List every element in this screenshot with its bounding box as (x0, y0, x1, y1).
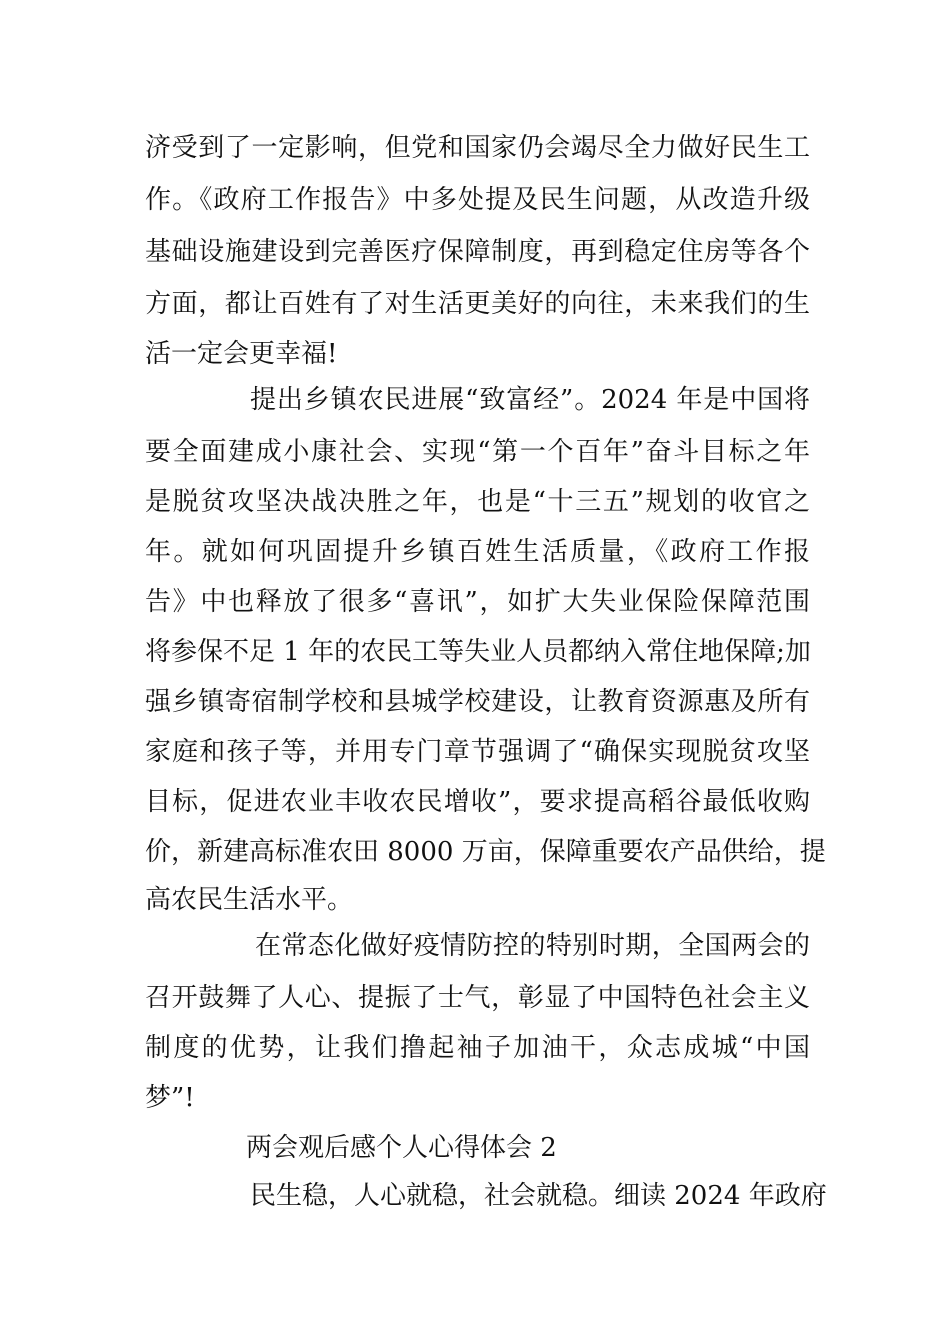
paragraph-line: 召开鼓舞了人心、提振了士气，彰显了中国特色社会主义 (145, 983, 810, 1013)
paragraph-line: 家庭和孩子等，并用专门章节强调了“确保实现脱贫攻坚 (145, 737, 810, 767)
paragraph-line: 方面，都让百姓有了对生活更美好的向往，未来我们的生 (145, 289, 810, 319)
paragraph-line: 强乡镇寄宿制学校和县城学校建设，让教育资源惠及所有 (145, 687, 810, 717)
paragraph-line: 告》中也释放了很多“喜讯”，如扩大失业保险保障范围 (145, 587, 810, 617)
paragraph-line: 年。就如何巩固提升乡镇百姓生活质量，《政府工作报 (145, 537, 810, 567)
paragraph-first-line: 民生稳，人心就稳，社会就稳。细读 2024 年政府 (250, 1181, 827, 1211)
paragraph-line: 要全面建成小康社会、实现“第一个百年”奋斗目标之年 (145, 437, 810, 467)
paragraph-line: 作。《政府工作报告》中多处提及民生问题，从改造升级 (145, 185, 810, 215)
paragraph-line: 活一定会更幸福! (145, 339, 338, 369)
paragraph-line: 价，新建高标准农田 8000 万亩，保障重要农产品供给，提 (145, 837, 826, 867)
paragraph-first-line: 提出乡镇农民进展“致富经”。2024 年是中国将 (250, 385, 810, 415)
paragraph-line: 是脱贫攻坚决战决胜之年，也是“十三五”规划的收官之 (145, 487, 810, 517)
paragraph-line: 目标，促进农业丰收农民增收”，要求提高稻谷最低收购 (145, 787, 810, 817)
paragraph-line: 高农民生活水平。 (145, 885, 354, 915)
paragraph-line: 制度的优势，让我们撸起袖子加油干，众志成城“中国 (145, 1033, 810, 1063)
paragraph-line: 基础设施建设到完善医疗保障制度，再到稳定住房等各个 (145, 237, 810, 267)
paragraph-line: 济受到了一定影响，但党和国家仍会竭尽全力做好民生工 (145, 133, 810, 163)
section-heading: 两会观后感个人心得体会 2 (246, 1133, 557, 1163)
paragraph-line: 将参保不足 1 年的农民工等失业人员都纳入常住地保障;加 (145, 637, 811, 667)
paragraph-first-line: 在常态化做好疫情防控的特别时期，全国两会的 (255, 931, 810, 961)
paragraph-line: 梦”! (145, 1083, 195, 1113)
